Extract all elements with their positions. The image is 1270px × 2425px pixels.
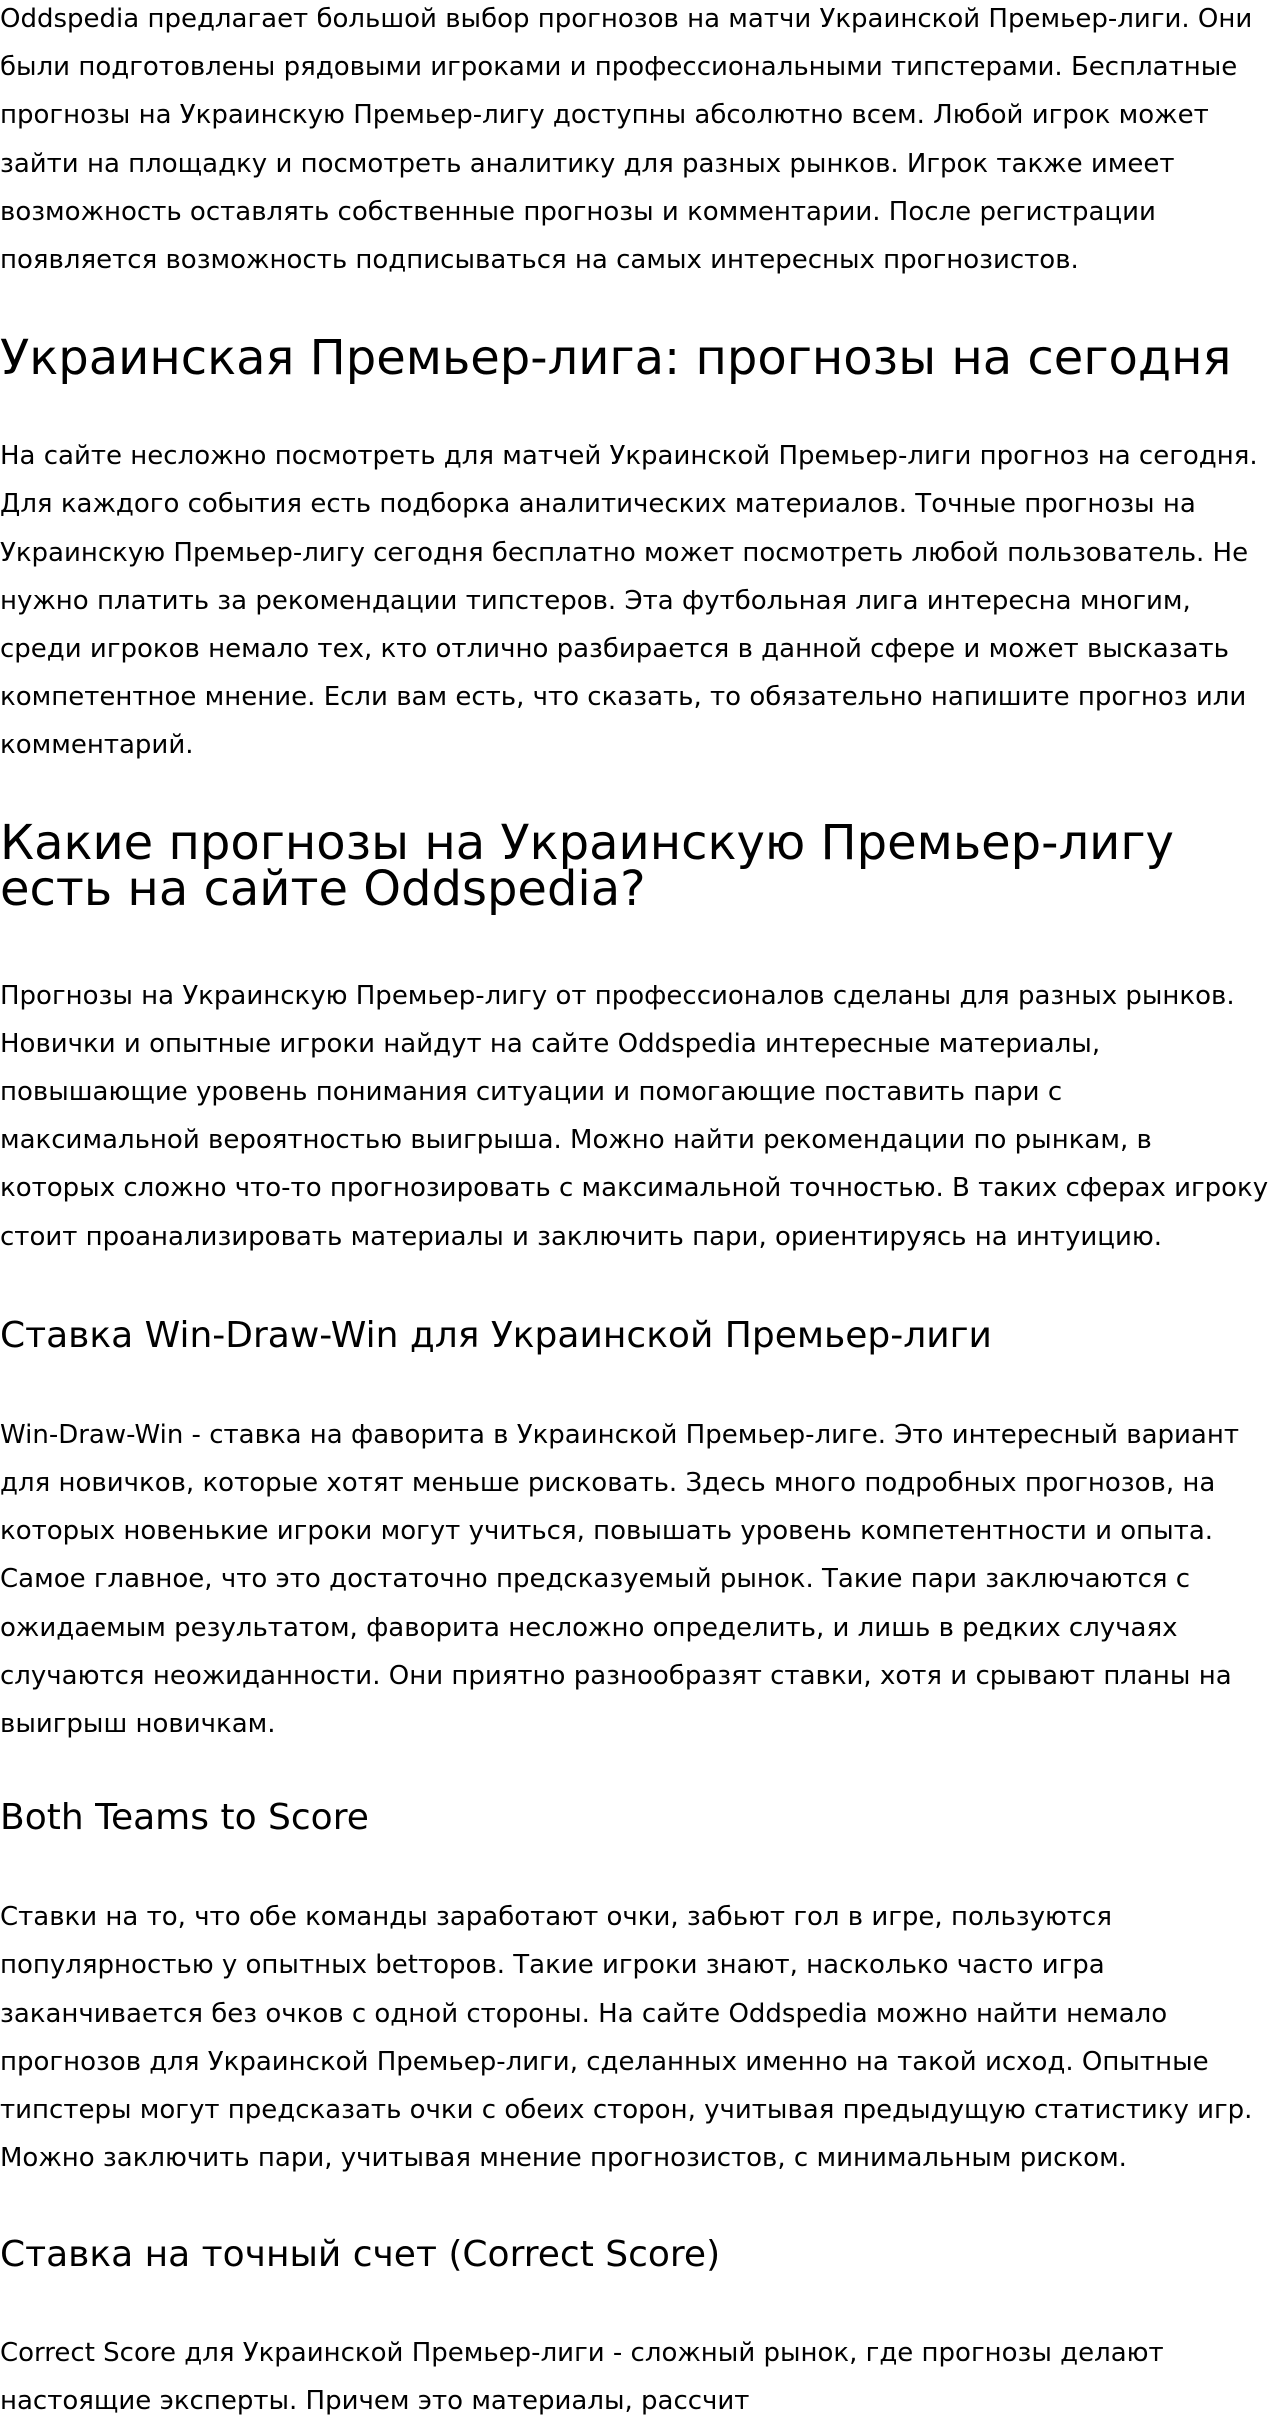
intro-paragraph: Oddspedia предлагает большой выбор прогнозов на матчи Украинской Премьер-лиги. Они были подготовлены рядовыми игроками и профессиональными типстерами. Бесплатные прогнозы на Украинскую Премьер-лигу доступны абсолютно всем. Любой игрок может зайти на площадку и посмотреть аналитику для разных рынков. Игрок также имеет возможность оставлять собственные прогнозы и комментарии. После регистрации появляется возможность подписываться на самых интересных прогнозистов. xyxy=(0,4,1253,276)
section-heading-correct-score: Ставка на точный счет (Correct Score) xyxy=(0,2233,721,2275)
section-heading-both-teams-to-score: Both Teams to Score xyxy=(0,1797,369,1839)
section-heading-win-draw-win: Ставка Win-Draw-Win для Украинской Премьер-лиги xyxy=(0,1314,992,1356)
section-heading-today-predictions: Украинская Премьер-лига: прогнозы на сегодня xyxy=(0,330,1232,387)
section-heading-which-predictions: Какие прогнозы на Украинскую Премьер-лигу есть на сайте Oddspedia? xyxy=(0,814,1174,917)
section-text-both-teams-to-score: Ставки на то, что обе команды заработают очки, забьют гол в игре, пользуются популярностью у опытных betторов. Такие игроки знают, насколько часто игра заканчивается без очков с одной стороны. На сайте Oddspedia можно найти немало прогнозов для Украинской Премьер-лиги, сделанных именно на такой исход. Опытные типстеры могут предсказать очки с обеих сторон, учитывая предыдущую статистику игр. Можно заключить пари, учитывая мнение прогнозистов, с минимальным риском. xyxy=(0,1902,1253,2174)
section-text-today-predictions: На сайте несложно посмотреть для матчей Украинской Премьер-лиги прогноз на сегодня. Для каждого события есть подборка аналитических материалов. Точные прогнозы на Украинскую Премьер-лигу сегодня бесплатно может посмотреть любой пользователь. Не нужно платить за рекомендации типстеров. Эта футбольная лига интересна многим, среди игроков немало тех, кто отлично разбирается в данной сфере и может высказать компетентное мнение. Если вам есть, что сказать, то обязательно напишите прогноз или комментарий. xyxy=(0,441,1258,761)
section-text-which-predictions: Прогнозы на Украинскую Премьер-лигу от профессионалов сделаны для разных рынков. Новички и опытные игроки найдут на сайте Oddspedia интересные материалы, повышающие уровень понимания ситуации и помогающие поставить пари с максимальной вероятностью выигрыша. Можно найти рекомендации по рынкам, в которых сложно что-то прогнозировать с максимальной точностью. В таких сферах игроку стоит проанализировать материалы и заключить пари, ориентируясь на интуицию. xyxy=(0,980,1269,1252)
section-text-correct-score: Correct Score для Украинской Премьер-лиги - сложный рынок, где прогнозы делают настоящие эксперты. Причем это материалы, рассчит xyxy=(0,2337,1164,2416)
section-text-win-draw-win: Win-Draw-Win - ставка на фаворита в Украинской Премьер-лиге. Это интересный вариант для новичков, которые хотят меньше рисковать. Здесь много подробных прогнозов, на которых новенькие игроки могут учиться, повышать уровень компетентности и опыта. Самое главное, что это достаточно предсказуемый рынок. Такие пари заключаются с ожидаемым результатом, фаворита несложно определить, и лишь в редких случаях случаются неожиданности. Они приятно разнообразят ставки, хотя и срывают планы на выигрыш новичкам. xyxy=(0,1419,1239,1740)
